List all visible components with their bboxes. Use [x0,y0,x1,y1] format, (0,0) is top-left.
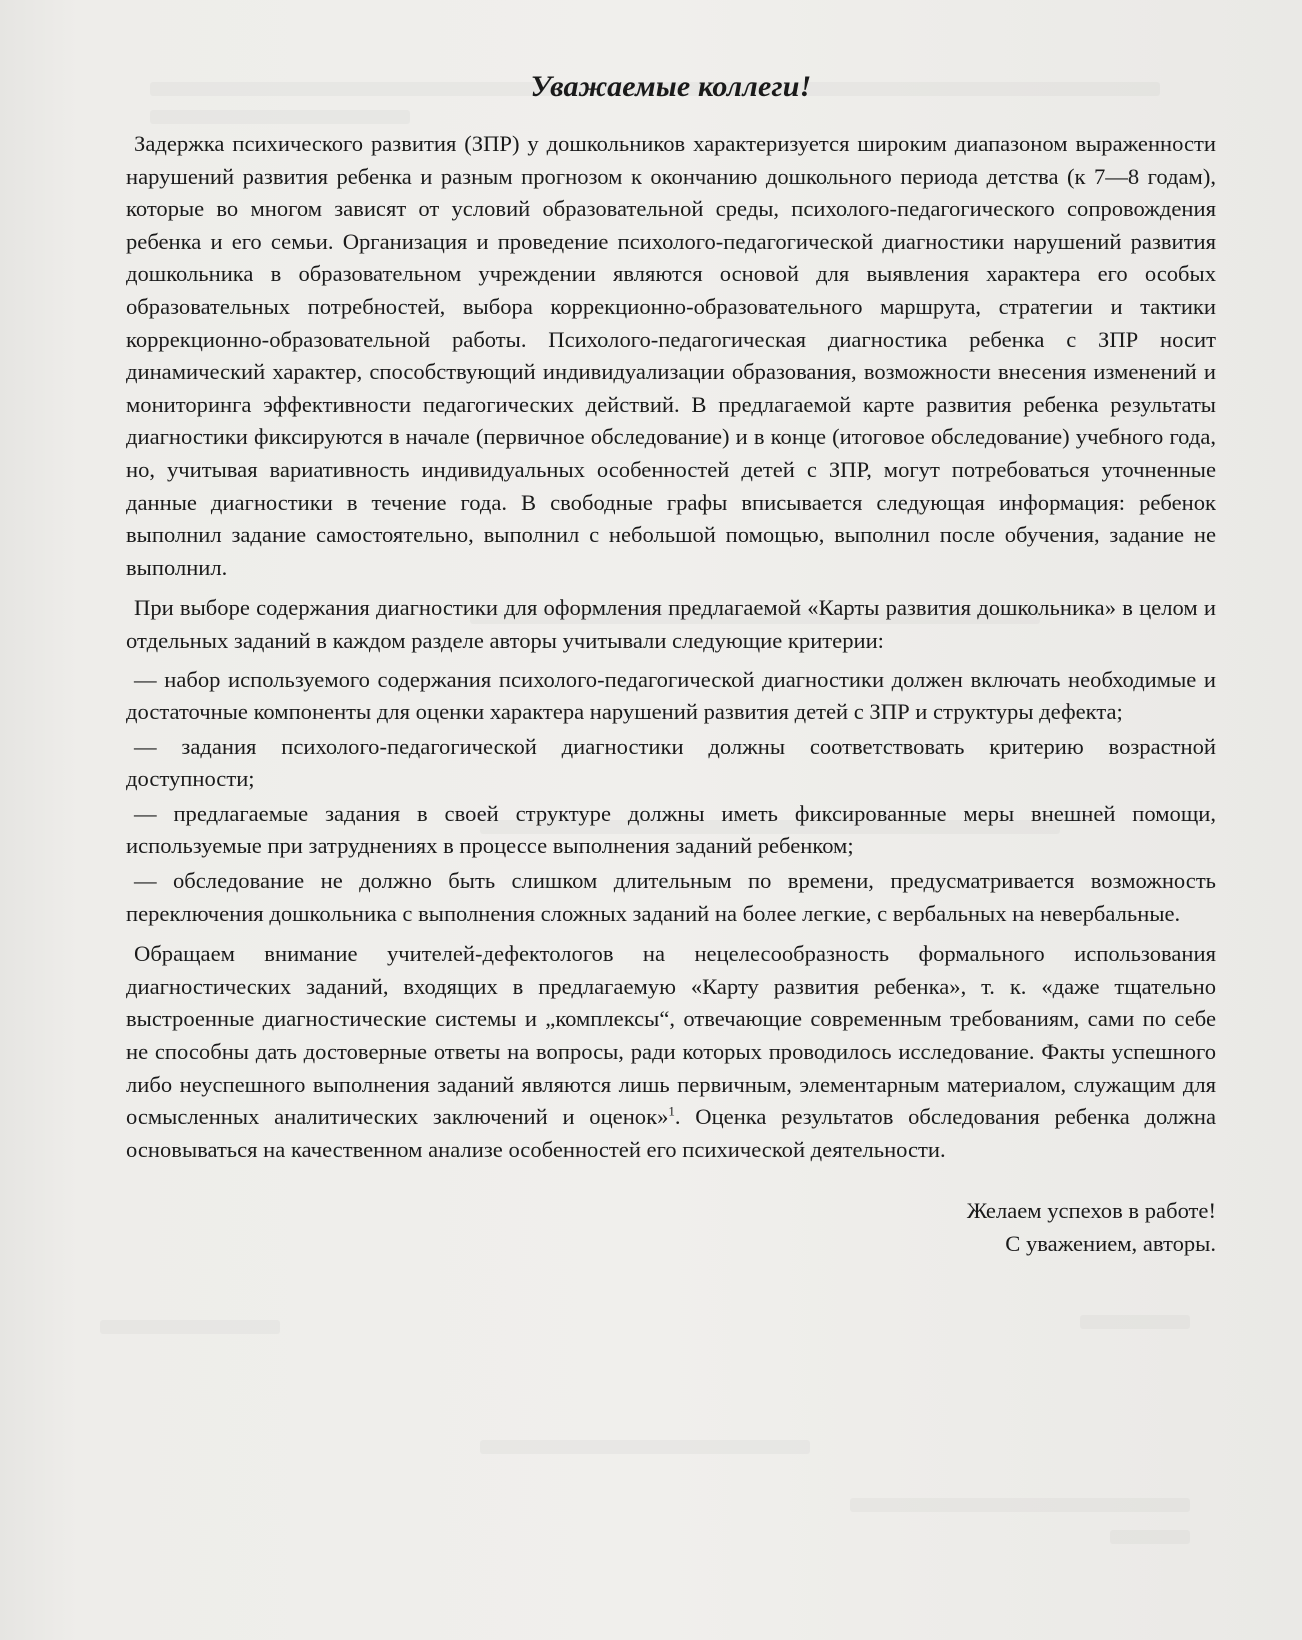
criteria-item: — предлагаемые задания в своей структуре должны иметь фиксированные меры внешней помощи, используемые при затруднениях в процессе выполнения заданий ребенком; [126,800,1216,859]
criteria-list [126,664,1216,931]
closing-wish: Желаем успехов в работе! [966,1198,1216,1224]
page-title: Уважаемые коллеги! [530,70,812,103]
criteria-item: — обследование не должно быть слишком длительным по времени, предусматривается возможность переключения дошкольника с выполнения сложных заданий на более легкие, с вербальных на невербальные. [126,868,1216,926]
attention-paragraph-text: Обращаем внимание учителей-дефектологов на нецелесообразность формального использования диагностических заданий, входящих в предлагаемую «Карту развития ребенка», т. к. «даже тщательно выстроенные диагностические системы и „комплексы“, отвечающие современным требованиям, сами по себе не способны дать достоверные ответы на вопросы, ради которых проводилось исследование. Факты успешного либо неуспешного выполнения заданий являются лишь первичным, элементарным материалом, служащим для осмысленных аналитических заключений и оценок» [126,941,1216,1130]
footnote-marker: 1 [668,1103,675,1119]
criteria-item: — набор используемого содержания психолого-педагогической диагностики должен включать необходимые и достаточные компоненты для оценки характера нарушений развития детей с ЗПР и структуры дефекта; [126,666,1216,725]
closing-block [126,1194,1216,1260]
criteria-intro-paragraph: При выборе содержания диагностики для оформления предлагаемой «Карты развития дошкольника» в целом и отдельных заданий в каждом разделе авторы учитывали следующие критерии: [126,595,1216,653]
intro-paragraph: Задержка психического развития (ЗПР) у дошкольников характеризуется широким диапазоном выраженности нарушений развития ребенка и разным прогнозом к окончанию дошкольного периода детства (к 7—8 годам), которые во многом зависят от условий образовательной среды, психолого-педагогического сопровождения ребенка и его семьи. Организация и проведение психолого-педагогической диагностики нарушений развития дошкольника в образовательном учреждении являются основой для выявления характера его особых образовательных потребностей, выбора коррекционно-образовательного маршрута, стратегии и тактики коррекционно-образовательной работы. Психолого-педагогическая диагностика ребенка с ЗПР носит динамический характер, способствующий индивидуализации образования, возможности внесения изменений и мониторинга эффективности педагогических действий. В предлагаемой карте развития ребенка результаты диагностики фиксируются в начале (первичное обследование) и в конце (итоговое обследование) учебного года, но, учитывая вариативность индивидуальных особенностей детей с ЗПР, могут потребоваться уточненные данные диагностики в течение года. В свободные графы вписывается следующая информация: ребенок выполнил задание самостоятельно, выполнил с небольшой помощью, выполнил после обучения, задание не выполнил. [126,131,1216,580]
main-content [126,70,1216,1260]
closing-signature: С уважением, авторы. [1005,1231,1216,1257]
criteria-item: — задания психолого-педагогической диагностики должны соответствовать критерию возрастной доступности; [126,733,1216,792]
attention-paragraph-tail: . Оценка результатов обследования ребенка должна основываться на качественном анализе особенностей его психической деятельности. [126,1104,1216,1162]
attention-paragraph [126,938,1216,1166]
